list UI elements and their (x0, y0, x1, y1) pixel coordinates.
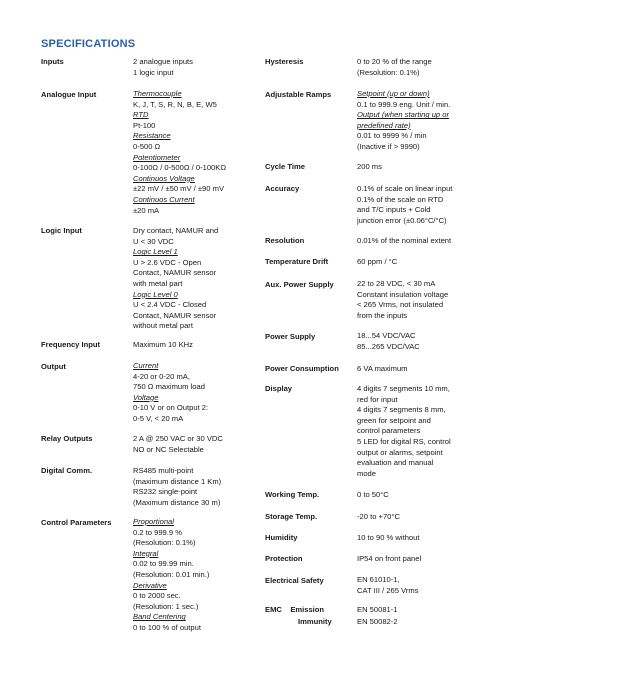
spec-label-relay-outputs: Relay Outputs (41, 434, 93, 443)
spec-line: Logic Level 1 (133, 247, 178, 257)
spec-line: 0-100Ω / 0-500Ω / 0-100KΩ (133, 163, 227, 173)
spec-label-inputs: Inputs (41, 57, 64, 66)
spec-label-cycle-time: Cycle Time (265, 162, 305, 171)
spec-line: 4 digits 7 segments 8 mm, (357, 405, 446, 415)
spec-line: U < 30 VDC (133, 236, 174, 246)
spec-line: NO or NC Selectable (133, 444, 204, 454)
spec-label-adjustable-ramps: Adjustable Ramps (265, 90, 332, 99)
spec-line: RS485 multi-point (133, 466, 194, 475)
spec-label-output: Output (41, 362, 66, 371)
spec-line: 2 A @ 250 VAC or 30 VDC (133, 434, 223, 443)
spec-line: 0.1% of the scale on RTD (357, 194, 444, 204)
spec-line: (Resolution: 0.1%) (357, 67, 420, 77)
spec-line: 85...265 VDC/VAC (357, 341, 420, 351)
spec-line: 2 analogue inputs (133, 57, 193, 66)
spec-value-digital-comm (133, 466, 263, 508)
spec-line: 4-20 or 0-20 mA, (133, 371, 190, 381)
spec-value-temperature-drift (357, 257, 487, 268)
spec-line: Integral (133, 548, 159, 558)
spec-value-relay-outputs (133, 434, 263, 455)
spec-line: ±22 mV / ±50 mV / ±90 mV (133, 184, 225, 194)
spec-line: 0.1 to 999.9 eng. Unit / min. (357, 99, 451, 109)
spec-line: EN 50082-2 (357, 617, 398, 626)
spec-value-emc-immunity (357, 617, 487, 628)
spec-line: Continuos Current (133, 194, 195, 204)
spec-line: IP54 on front panel (357, 554, 422, 563)
spec-value-emc-emission (357, 605, 487, 616)
spec-label-display: Display (265, 384, 293, 393)
spec-value-power-consumption (357, 364, 487, 375)
spec-value-frequency-input (133, 340, 263, 351)
spec-line: 1 logic input (133, 67, 174, 77)
spec-line: Voltage (133, 392, 159, 402)
spec-value-logic-input (133, 226, 263, 332)
spec-line: EN 61010-1, (357, 575, 400, 584)
spec-label-resolution: Resolution (265, 236, 305, 245)
spec-line: red for input (357, 394, 398, 404)
spec-line: Contact, NAMUR sensor (133, 310, 217, 320)
spec-label-aux-power-supply: Aux. Power Supply (265, 280, 334, 289)
spec-line: junction error (±0.06°C/°C) (357, 215, 447, 225)
spec-label-temperature-drift: Temperature Drift (265, 257, 329, 266)
spec-value-output (133, 361, 263, 425)
spec-line: 0 to 100 % of output (133, 622, 201, 632)
spec-line: Maximum 10 KHz (133, 340, 193, 349)
spec-line: output or alarms, setpoint (357, 447, 443, 457)
spec-label-hysteresis: Hysteresis (265, 57, 304, 66)
spec-line: 0-5 V, < 20 mA (133, 413, 184, 423)
spec-value-hysteresis (357, 57, 487, 78)
spec-line: predefined rate) (357, 120, 411, 130)
spec-value-electrical-safety (357, 575, 487, 596)
spec-line: mode (357, 468, 376, 478)
spec-line: (maximum distance 1 Km) (133, 476, 222, 486)
spec-label-logic-input: Logic Input (41, 226, 82, 235)
spec-line: Pt-100 (133, 120, 156, 130)
spec-value-humidity (357, 533, 487, 544)
spec-line: 0 to 50°C (357, 490, 389, 499)
spec-line: 0-500 Ω (133, 141, 161, 151)
spec-line: Potentiometer (133, 152, 181, 162)
spec-line: 10 to 90 % without (357, 533, 420, 542)
spec-line: Constant insulation voltage (357, 289, 449, 299)
spec-label-protection: Protection (265, 554, 303, 563)
spec-label-control-parameters: Control Parameters (41, 518, 112, 527)
spec-value-control-parameters (133, 517, 263, 634)
spec-line: Contact, NAMUR sensor (133, 268, 217, 278)
spec-label-power-supply: Power Supply (265, 332, 316, 341)
spec-line: Thermocouple (133, 89, 182, 98)
spec-line: (Resolution: 1 sec.) (133, 601, 199, 611)
spec-value-inputs (133, 57, 263, 78)
spec-label-humidity: Humidity (265, 533, 298, 542)
spec-line: control parameters (357, 426, 421, 436)
spec-line: CAT III / 265 Vrms (357, 585, 419, 595)
spec-line: 0.1% of scale on linear input (357, 184, 453, 193)
spec-value-working-temp (357, 490, 487, 501)
spec-line: 0.2 to 999.9 % (133, 527, 182, 537)
spec-line: RS232 single-point (133, 487, 198, 497)
spec-label-emc-immunity: Immunity (298, 617, 332, 626)
spec-label-power-consumption: Power Consumption (265, 364, 339, 373)
spec-line: 0.01% of the nominal extent (357, 236, 452, 245)
spec-value-accuracy (357, 184, 487, 226)
spec-line: without metal part (133, 321, 193, 331)
spec-label-frequency-input: Frequency Input (41, 340, 101, 349)
spec-value-storage-temp (357, 512, 487, 523)
spec-line: (Resolution: 0.1%) (133, 538, 196, 548)
spec-line: ±20 mA (133, 205, 160, 215)
spec-line: (Resolution: 0.01 min.) (133, 569, 210, 579)
spec-line: Output (when starting up or (357, 110, 450, 120)
spec-label-emc-emission: EMC Emission (265, 605, 325, 614)
spec-value-power-supply (357, 331, 487, 352)
spec-line: U > 2.6 VDC - Open (133, 257, 202, 267)
spec-line: Derivative (133, 580, 167, 590)
spec-line: with metal part (133, 278, 183, 288)
spec-value-protection (357, 554, 487, 565)
spec-line: Resistance (133, 131, 171, 141)
spec-label-electrical-safety: Electrical Safety (265, 576, 324, 585)
spec-line: 750 Ω maximum load (133, 382, 205, 392)
spec-value-display (357, 384, 487, 479)
spec-label-storage-temp: Storage Temp. (265, 512, 318, 521)
spec-line: from the inputs (357, 310, 408, 320)
spec-line: 0 to 2000 sec. (133, 591, 181, 601)
spec-line: Dry contact, NAMUR and (133, 226, 219, 235)
spec-line: 5 LED for digital RS, control (357, 436, 451, 446)
spec-line: and T/C inputs + Cold (357, 205, 431, 215)
spec-label-accuracy: Accuracy (265, 184, 300, 193)
spec-value-resolution (357, 236, 487, 247)
spec-line: Current (133, 361, 159, 370)
spec-line: Proportional (133, 517, 174, 526)
spec-line: 0-10 V or on Output 2: (133, 403, 209, 413)
spec-line: 0.01 to 9999 % / min (357, 131, 427, 141)
spec-line: 6 VA maximum (357, 364, 408, 373)
spec-line: evaluation and manual (357, 458, 434, 468)
spec-line: Setpoint (up or down) (357, 89, 430, 98)
spec-line: (Maximum distance 30 m) (133, 497, 221, 507)
spec-line: EN 50081-1 (357, 605, 398, 614)
spec-line: Logic Level 0 (133, 289, 178, 299)
spec-label-analogue-input: Analogue Input (41, 90, 97, 99)
spec-line: < 265 Vrms, not insulated (357, 300, 444, 310)
spec-line: RTD (133, 110, 149, 120)
spec-value-aux-power-supply (357, 279, 487, 321)
spec-line: K, J, T, S, R, N, B, E, W5 (133, 99, 217, 109)
spec-label-digital-comm: Digital Comm. (41, 466, 93, 475)
spec-line: Continuos Voltage (133, 173, 195, 183)
spec-label-working-temp: Working Temp. (265, 490, 320, 499)
spec-line: 60 ppm / °C (357, 257, 398, 266)
spec-value-adjustable-ramps (357, 89, 487, 153)
spec-line: 0.02 to 99.99 min. (133, 559, 194, 569)
spec-line: 4 digits 7 segments 10 mm, (357, 384, 450, 393)
spec-line: green for setpoint and (357, 415, 431, 425)
spec-line: Band Centering (133, 612, 186, 622)
spec-line: U < 2.4 VDC - Closed (133, 300, 207, 310)
spec-line: 0 to 20 % of the range (357, 57, 432, 66)
spec-line: 22 to 28 VDC, < 30 mA (357, 279, 436, 288)
spec-value-analogue-input (133, 89, 263, 216)
spec-line: 18...54 VDC/VAC (357, 331, 416, 340)
spec-value-cycle-time (357, 162, 487, 173)
spec-line: (Inactive if > 9990) (357, 141, 420, 151)
spec-line: -20 to +70°C (357, 512, 400, 521)
spec-line: 200 ms (357, 162, 382, 171)
page-title: SPECIFICATIONS (41, 38, 136, 50)
